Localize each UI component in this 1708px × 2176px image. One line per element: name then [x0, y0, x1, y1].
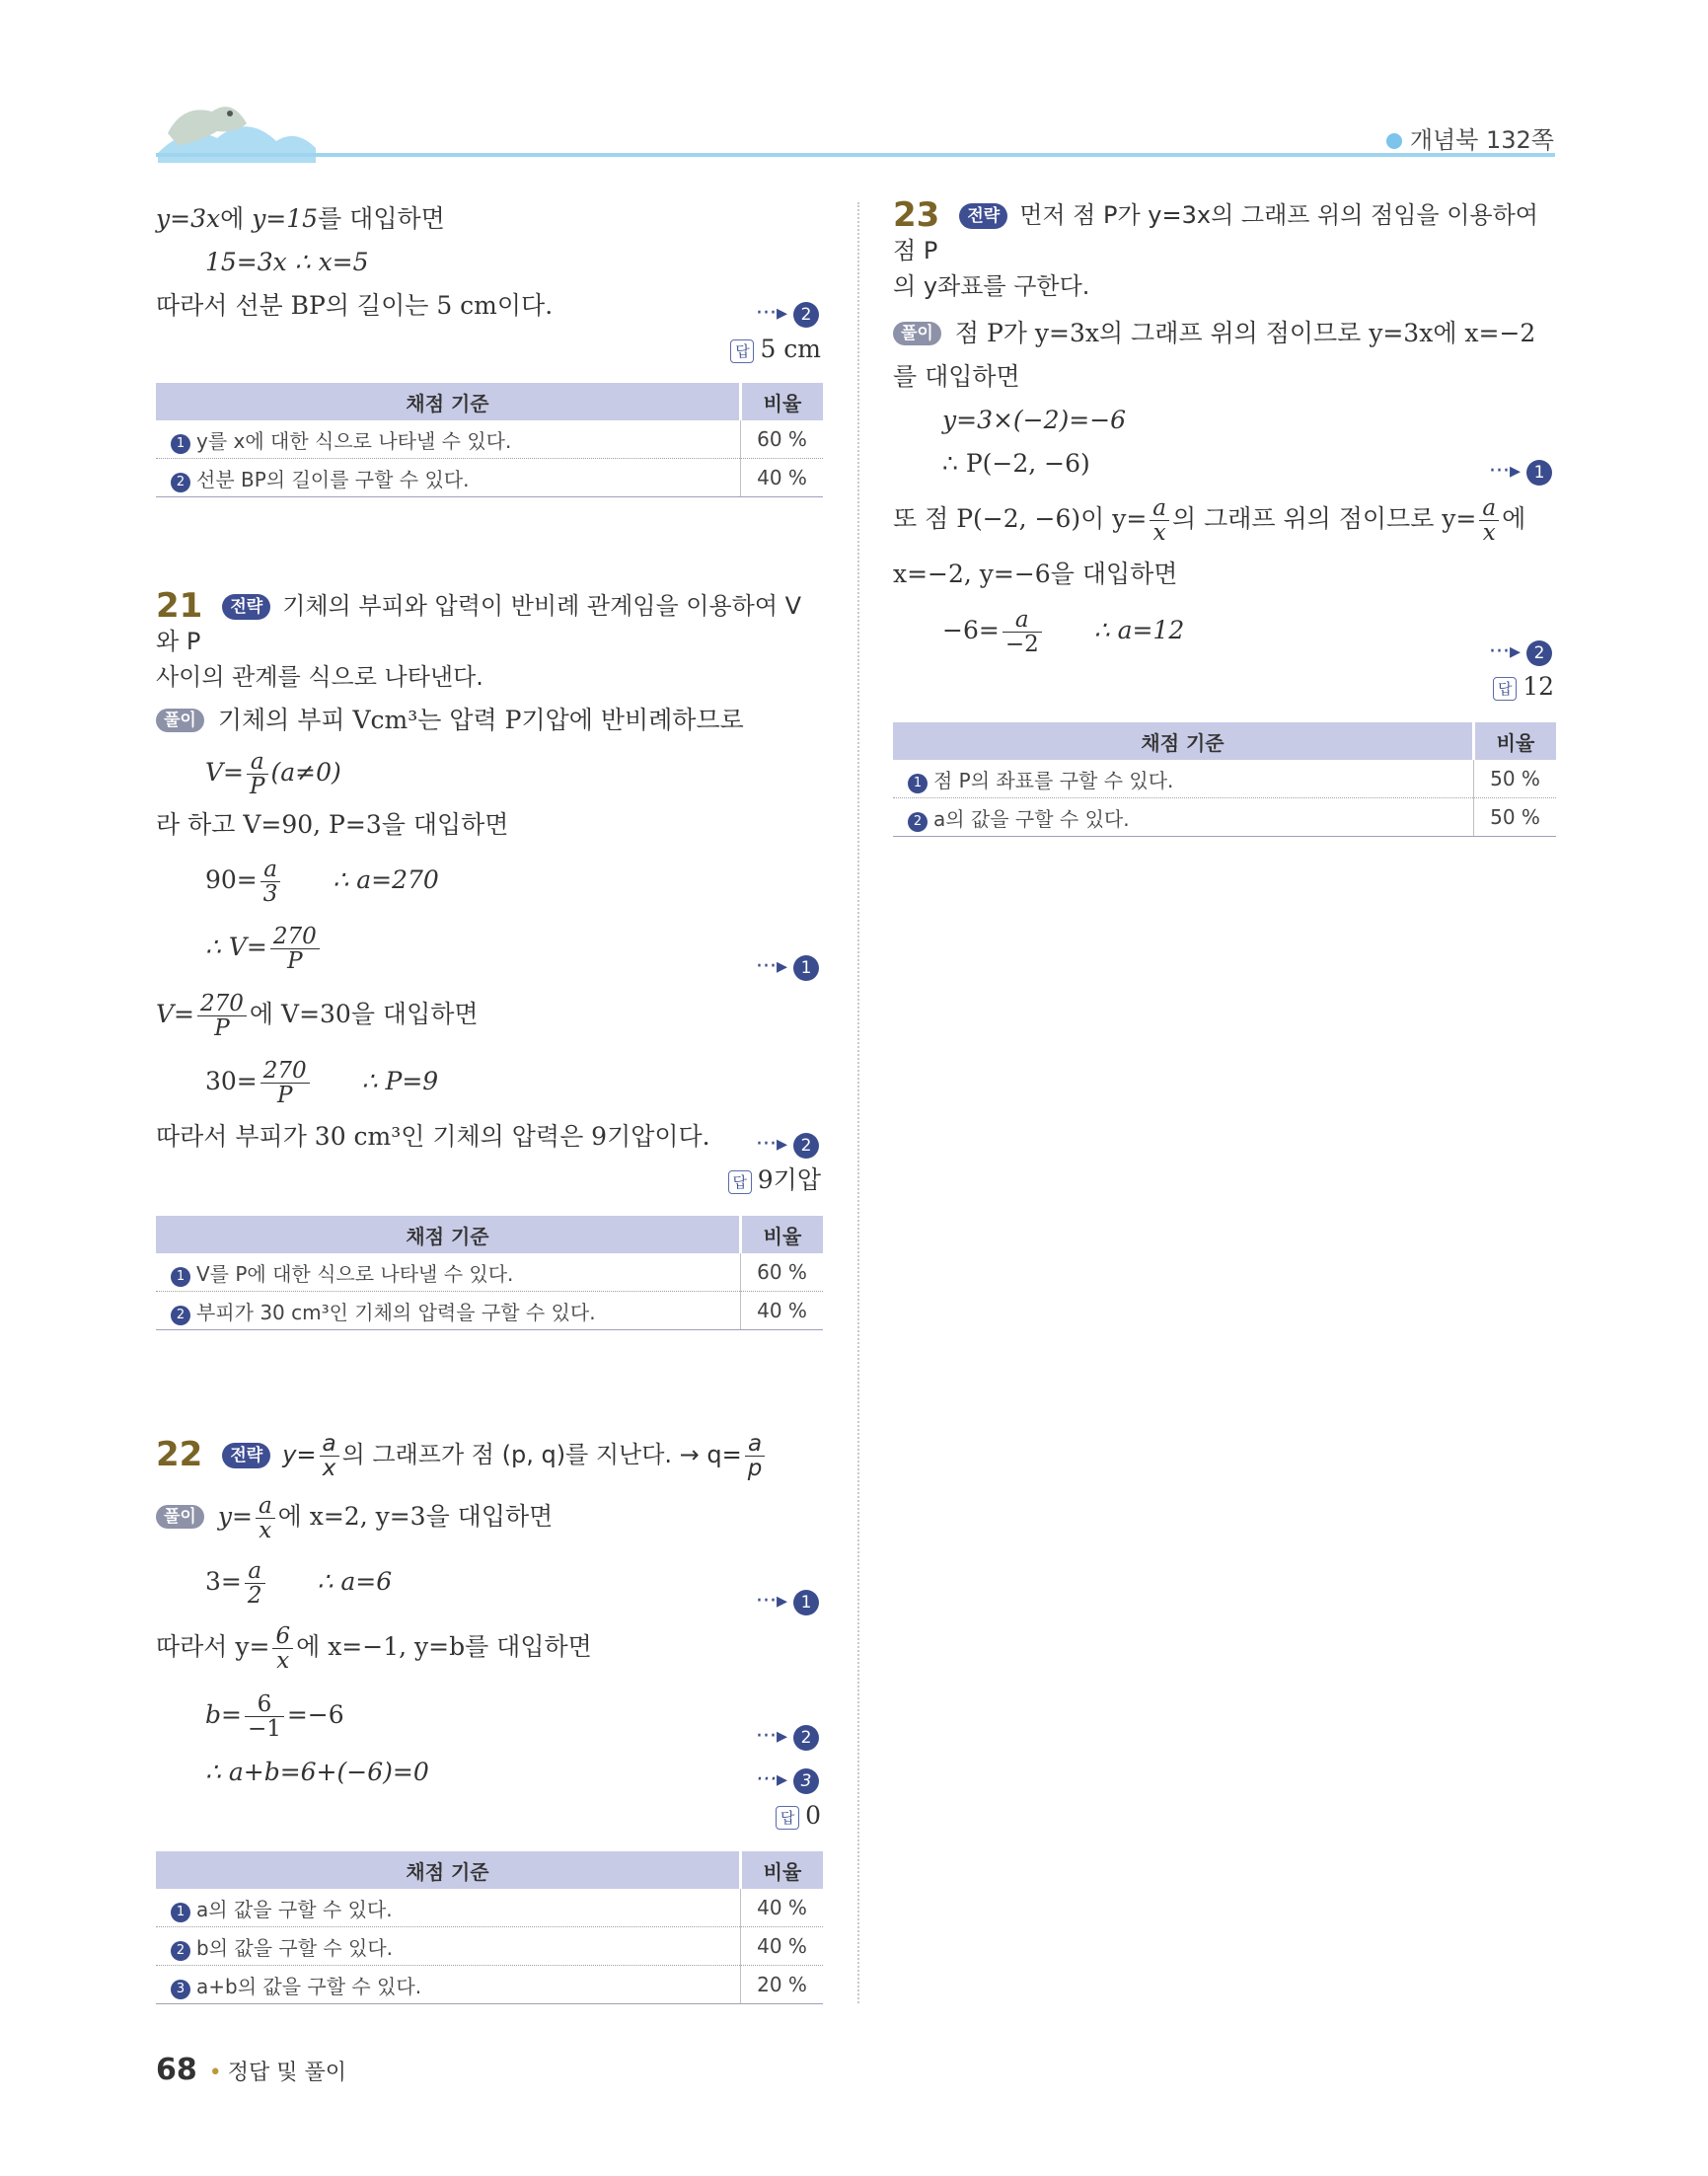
- header-rule: [156, 153, 1555, 157]
- q20-criteria-table: [156, 383, 823, 497]
- q20-line1: y=3x에 y=15를 대입하면: [156, 204, 445, 233]
- strategy-tag: 전략: [222, 594, 270, 620]
- q21-s6: V= $\frac{270}{P}$ 에 V=30을 대입하면: [156, 991, 479, 1041]
- q21-answer: 답 9기압: [156, 1159, 823, 1202]
- q23-answer: 답 12: [893, 665, 1556, 709]
- q22-s3: 따라서 y= $\frac{6}{x}$ 에 x=−1, y=b를 대입하면: [156, 1623, 592, 1674]
- table-row: 1 y를 x에 대한 식으로 나타낼 수 있다. 60 %: [156, 420, 823, 459]
- q23-s3: ∴ P(−2, −6) ···▸ 1: [893, 442, 1556, 486]
- q23-s1b: 를 대입하면: [893, 362, 1020, 391]
- q23-criteria-table: [893, 722, 1556, 837]
- strategy-tag: 전략: [959, 203, 1007, 229]
- q21-s8: 따라서 부피가 30 cm³인 기체의 압력은 9기압이다. ···▸ 2: [156, 1115, 823, 1159]
- criteria-header: 채점 기준: [156, 1216, 741, 1253]
- step-marker-3: ···▸ 3: [756, 1759, 819, 1802]
- q20-line2: 15=3x ∴ x=5: [205, 248, 369, 276]
- q22-s4: b= $\frac{6}{-1}$ =−6 ···▸ 2: [156, 1680, 823, 1751]
- q23-strategy-2: 의 y좌표를 구한다.: [893, 272, 1090, 300]
- ratio-header: 비율: [741, 383, 824, 420]
- q21-block: [156, 588, 823, 1330]
- ratio-header: 비율: [741, 1216, 824, 1253]
- q22-strategy: 22 전략 y= $\frac{a}{x}$ 의 그래프가 점 (p, q)를 지난다. → q= $\frac{a}{p}$: [156, 1425, 823, 1484]
- footer-separator: •: [208, 2061, 222, 2085]
- q23-s6: −6= $\frac{a}{-2}$ ∴ a=12 ···▸ 2: [893, 596, 1556, 665]
- page-number: 68: [156, 2053, 197, 2087]
- q23-strategy: 23 전략 먼저 점 P가 y=3x의 그래프 위의 점임을 이용하여 점 P: [893, 195, 1538, 264]
- question-number: 22: [156, 1435, 203, 1474]
- q21-strategy: 21 전략 기체의 부피와 압력이 반비례 관계임을 이용하여 V와 P: [156, 586, 802, 655]
- column-divider: [857, 202, 859, 2003]
- question-number: 21: [156, 586, 203, 626]
- solution-tag: 풀이: [156, 709, 204, 732]
- q21-strategy-2: 사이의 관계를 식으로 나타낸다.: [156, 663, 483, 691]
- q20-answer: 답 5 cm: [156, 328, 823, 371]
- q22-s5: ∴ a+b=6+(−6)=0 ···▸ 3: [156, 1751, 823, 1794]
- step-marker-1: ···▸ 1: [756, 934, 819, 1001]
- q21-s2: V= $\frac{a}{P}$ (a≠0): [205, 749, 341, 799]
- answer-icon: 답: [730, 339, 754, 363]
- page-footer: [156, 2053, 346, 2087]
- step-marker-2: ···▸ 2: [756, 1123, 819, 1166]
- table-row: 1 점 P의 좌표를 구할 수 있다. 50 %: [893, 760, 1556, 798]
- q22-s2: 3= $\frac{a}{2}$ ∴ a=6 ···▸ 1: [156, 1549, 823, 1614]
- answer-icon: 답: [728, 1170, 752, 1194]
- q21-s1: 풀이 기체의 부피 Vcm³는 압력 P기압에 반비례하므로: [156, 699, 823, 742]
- question-number: 23: [893, 195, 940, 235]
- q22-answer: 답 0: [156, 1794, 823, 1838]
- q23-block: [893, 197, 1556, 837]
- table-row: 2 부피가 30 cm³인 기체의 압력을 구할 수 있다. 40 %: [156, 1292, 823, 1330]
- answer-icon: 답: [776, 1806, 799, 1830]
- right-column: [893, 197, 1556, 837]
- table-row: 1 V를 P에 대한 식으로 나타낼 수 있다. 60 %: [156, 1253, 823, 1292]
- step-marker-1: ···▸ 1: [1489, 450, 1552, 493]
- q23-s2: y=3×(−2)=−6: [942, 406, 1127, 434]
- table-row: 2 a의 값을 구할 수 있다. 50 %: [893, 798, 1556, 837]
- step-marker-2: ···▸ 2: [756, 292, 819, 336]
- q23-s4: 또 점 P(−2, −6)이 y= $\frac{a}{x}$ 의 그래프 위의 점이므로 y= $\frac{a}{x}$ 에: [893, 495, 1526, 546]
- concept-book-reference: 개념북 132쪽: [1386, 120, 1554, 155]
- solution-tag: 풀이: [156, 1505, 204, 1529]
- q20-solution: [156, 197, 823, 497]
- table-row: 2 b의 값을 구할 수 있다. 40 %: [156, 1927, 823, 1966]
- bullet-dot-icon: [1386, 133, 1402, 149]
- q23-s5: x=−2, y=−6을 대입하면: [893, 560, 1178, 588]
- q21-s4: 90= $\frac{a}{3}$ ∴ a=270: [205, 857, 439, 907]
- step-marker-2: ···▸ 2: [756, 1701, 819, 1772]
- criteria-header: 채점 기준: [156, 383, 741, 420]
- q21-s5: ∴ V= $\frac{270}{P}$ ···▸ 1: [156, 914, 823, 981]
- left-column: [156, 197, 823, 2004]
- footer-section-title: 정답 및 풀이: [227, 2061, 346, 2085]
- criteria-header: 채점 기준: [156, 1851, 741, 1889]
- table-row: 3 a+b의 값을 구할 수 있다. 20 %: [156, 1966, 823, 2004]
- table-row: 1 a의 값을 구할 수 있다. 40 %: [156, 1889, 823, 1927]
- q20-line3: 따라서 선분 BP의 길이는 5 cm이다. ···▸ 2: [156, 284, 823, 328]
- q22-s1: 풀이 y= $\frac{a}{x}$ 에 x=2, y=3을 대입하면: [156, 1484, 823, 1549]
- solution-tag: 풀이: [893, 322, 941, 345]
- q22-block: [156, 1425, 823, 2004]
- criteria-header: 채점 기준: [893, 722, 1474, 760]
- ratio-header: 비율: [741, 1851, 824, 1889]
- ratio-header: 비율: [1474, 722, 1557, 760]
- q21-s3: 라 하고 V=90, P=3을 대입하면: [156, 810, 509, 839]
- q21-criteria-table: [156, 1216, 823, 1330]
- q22-criteria-table: [156, 1851, 823, 2004]
- q23-s1: 풀이 점 P가 y=3x의 그래프 위의 점이므로 y=3x에 x=−2: [893, 312, 1556, 355]
- q21-s7: 30= $\frac{270}{P}$ ∴ P=9: [205, 1058, 439, 1108]
- step-marker-1: ···▸ 1: [756, 1569, 819, 1634]
- answer-icon: 답: [1493, 677, 1517, 701]
- table-row: 2 선분 BP의 길이를 구할 수 있다. 40 %: [156, 459, 823, 497]
- step-marker-2: ···▸ 2: [1489, 618, 1552, 687]
- strategy-tag: 전략: [222, 1443, 270, 1468]
